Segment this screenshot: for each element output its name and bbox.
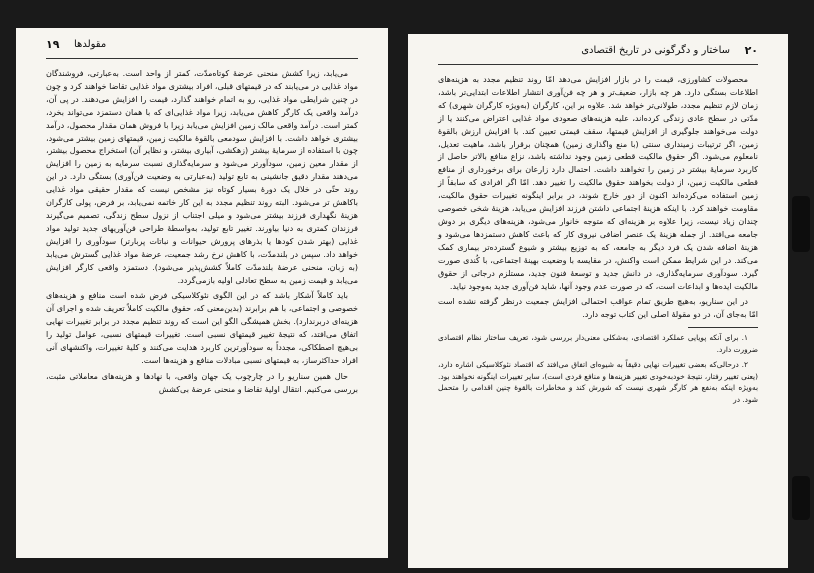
page-edge-tab-top bbox=[792, 196, 810, 252]
paragraph: در این سناریو، به‌هیچ طریق تمام عواقب احتمالی افزایش جمعیت درنظر گرفته نشده است امّا به‌جای آن، در دو مقولهٔ اصلی این کتاب توجه دارد. bbox=[438, 297, 758, 320]
right-page-header bbox=[408, 44, 788, 62]
page-body bbox=[438, 74, 758, 554]
left-page bbox=[16, 28, 388, 558]
page-body bbox=[46, 68, 358, 544]
running-title: مقولدها bbox=[74, 39, 107, 50]
footnote: ۲. درحالی‌که بعضی تغییرات نهایی دقیقاً به شیوه‌ای اتفاق می‌افتد که اقتصاد نئوکلاسیکی اشاره دارد، (یعنی تغییر رفتار، نتیجهٔ خودبه‌خودی تغییر هزینه‌ها و منافع فردی است)، سایر تغییرات اینگونه نخواهند بود. به‌ویژه اینکه به‌نفع هر کارگر شهری نیست که شورش کند و مخاطرات بالقوهٔ چنین اقدامی را متحمل شود. در bbox=[438, 359, 758, 405]
footnote-rule bbox=[688, 327, 758, 328]
page-number: ۲۰ bbox=[744, 44, 758, 57]
left-page-header bbox=[16, 38, 388, 56]
right-page bbox=[408, 34, 788, 568]
paragraph: محصولات کشاورزی، قیمت را در بازار افزایش می‌دهد امّا روند تنظیم مجدد به هزینه‌های اطلاعات بستگی دارد. هر چه بازار، ضعیف‌تر و هر چه فن‌آوری انتشار اطلاعات ابتدایی‌تر باشد، زمان لازم تنظیم مجدد، طولانی‌تر خواهد شد. علاوه بر این، کارگران (به‌ویژه کارگران شهری) که مدّتی در سطح عادی زندگی کرده‌اند، علیه هزینه‌های صعودی مواد غذایی اعتراض می‌کنند یا از دولت می‌خواهند جلوگیری از افزایش قیمتها، سقف قیمتی تعیین کند. با افزایش ارزش بالقوهٔ زمین، اگر ترتیبات زمینداری سنتی (با منع واگذاری زمین) همچنان برقرار باشد، ماهیت تعدیل، نامعلوم می‌شود. اگر حقوق مالکیت قطعی زمین وجود نداشته باشد، نزاع منافع بالاتر حاصل از کاربرد سرمایهٔ بیشتر در زمین را تخواهند داشت. احتمال دارد زارعان برای برخورداری از منافع قطعی مالکیت زمین، از دولت بخواهند حقوق مالکیت را تغییر دهد. امّا اگر افرادی که سابقاً از زمین استفاده می‌کرده‌اند اکنون از دور خارج شوند، در برابر اینگونه تغییرات حقوق مالکیت، مقاومت خواهند کرد. با اینکه هزینهٔ اجتماعی داشتن فرزند افزایش می‌یابد، هزینهٔ شخی خصوصی چندان زیاد نیست، زیرا علاوه بر هزینه‌ای که متوجه خانوار می‌شود، هزینه‌های دیگری بر دوش جامعه می‌افتد. از جمله هزینهٔ یک عنصر اضافی نیروی کار که باعث کاهش دستمزدها می‌شود و هزینهٔ اضافه شدن یک فرد دیگر به جامعه، که به توزیع بیشتر و شیوع گسترده‌تر بیماری کمک می‌کند. در این شرایط ممکن است واکنش، در مقایسه با وضعیت بهینهٔ اجتماعی، با کُندی صورت گیرد. سودآوری سرمایه‌گذاری، در دانش جدید و توسعهٔ فنون جدید، مستلزم درجاتی از حقوق مالکیت ایده‌ها و ابداعات است، که در صورت عدم وجود آنها، شاید فن‌آوری جدید به‌وجود نیاید. bbox=[438, 75, 758, 291]
page-edge-tab-bottom bbox=[792, 476, 810, 520]
footnote: ۱. برای آنکه پویایی عملکرد اقتصادی، به‌شکلی معنی‌دار بررسی شود، تعریف ساختار نظام اقتصادی ضرورت دارد. bbox=[438, 333, 758, 355]
running-title: ساختار و دگرگونی در تاریخ اقتصادی bbox=[581, 45, 730, 56]
header-rule bbox=[46, 58, 358, 59]
paragraph: باید کاملاً آشکار باشد که در این الگوی نئوکلاسیکی فرض شده است منافع و هزینه‌های خصوصی و اجتماعی، با هم برابرند (بدین‌معنی که، حقوق مالکیت کاملاً تعریف شده و اجرای آن هزینه‌ای دربرندارد). بخش همیشگی الگو این است که روند تنظیم مجدد در برابر تغییرات نهایی اتفاق می‌افتد، که نتیجهٔ تغییر قیمتهای نسبی است. تغییرات قیمتهای نسبی، عوامل تولید را بی‌هیچ اصطکاکی، مجدداً به سودآورترین کاربرد هدایت می‌کنند و کلیهٔ تغییرات، واکنشهای آنی افراد حداکثرساز، به قیمتهای نسبی مبادلات منافع و هزینه‌ها است. bbox=[46, 291, 358, 365]
paragraph: حال همین سناریو را در چارچوب یک جهان واقعی، با نهادها و هزینه‌های معاملاتی مثبت، بررسی می‌کنیم. انتقال اولیهٔ تقاضا و منحنی عرضهٔ بی‌کشش bbox=[46, 371, 358, 394]
paragraph: می‌یابد، زیرا کشش منحنی عرضهٔ کوتاه‌مدّت، کمتر از واحد است. به‌عبارتی، فروشندگان مواد غذایی در می‌یابند که در قیمتهای قبلی، افراد بیشتری مواد غذایی تقاضا خواهند کرد و چون در چنین شرایطی مواد غذایی، رو به اتمام خواهند گذارد، قیمت را افزایش می‌دهند. در پی آن، درآمد واقعی یک کارگر کاهش می‌یابد، زیرا مواد غذایی‌ای که با همان دستمزد می‌تواند بخرد، کمتر است. درآمد واقعی مالک زمین افزایش می‌یابد زیرا با فروش همان مقدار محصول، درآمد بیشتری خواهد داشت. با افزایش سودمعی بالقوهٔ مالکیت زمین، قیمتهای زمین بیشتر می‌شود، چون با استفاده از سرمایهٔ بیشتر (زهکشی، آبیاری بیشتر، و نظایر آن) استخراج محصول بیشتر، از مقدار معین زمین، سودآورتر می‌شود و سرمایه‌گذاری نسبت سرمایه به زمین را افزایش می‌دهند مقدار دقیق جانشینی به تابع تولید (به‌عبارتی به وضعیت فن‌آوری) بستگی دارد. در این روند حتّی در خلال یک دورهٔ بسیار کوتاه نیز مشخص نیست که مقدار حقیقی مواد غذایی باکاهش تر می‌شود. البته روند تنظیم مجدد به این کار خاتمه نمی‌یابد، بر فرض، پولی کارگران هزینهٔ نگهداری فرزند بیشتر می‌شود و میلی اجتناب از نزول سطح زندگی، تصمیم می‌گیرند فرزندان کمتری به دنیا بیاورند. تغییر تابع تولید، به‌واسطهٔ طراحی فن‌آوریهای جدید تولید مواد غذایی (بهتر شدن کودها یا بذرهای پرورش حیوانات و نباتات پربارتر) سودآوری را افزایش خواهد داد. سپس در بلندمدّت، با کاهش نرخ رشد جمعیت، عرضهٔ مواد غذایی گسترش می‌یابد (به زبان، منحنی عرضهٔ بلندمدّت کاملاً کشش‌پذیر می‌شود). دستمزد واقعی کارگر افزایش می‌یابد و قیمت زمین به سطح تعادلی اولیه بازمی‌گردد. bbox=[46, 69, 358, 285]
header-rule bbox=[438, 64, 758, 65]
page-number: ۱۹ bbox=[46, 38, 60, 51]
